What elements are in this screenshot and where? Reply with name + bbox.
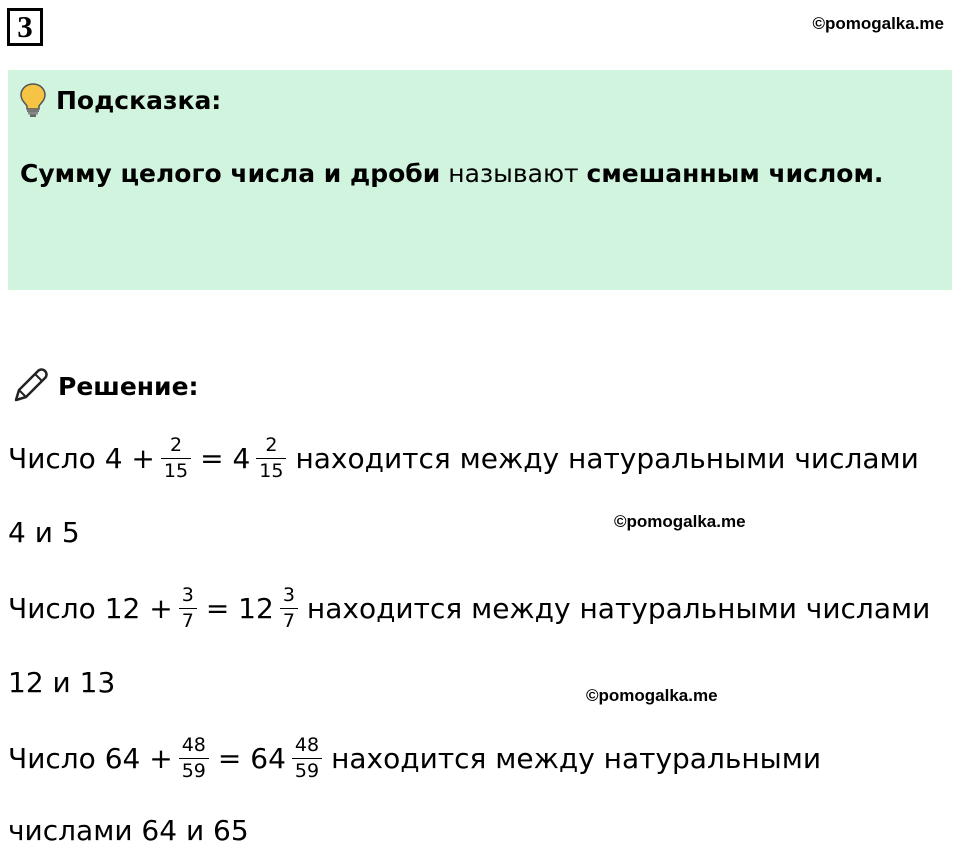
- line-text: числами 64 и 65: [8, 813, 249, 847]
- line-prefix: Число 12 +: [8, 591, 173, 625]
- hint-header: [18, 82, 221, 118]
- line-equals: = 64: [217, 741, 286, 775]
- line-suffix: находится между натуральными: [331, 741, 822, 775]
- hint-title: Подсказка:: [56, 85, 222, 115]
- fraction: [161, 434, 191, 483]
- fraction: [292, 734, 322, 783]
- denominator: 15: [161, 458, 191, 483]
- lightbulb-icon: [18, 82, 48, 118]
- numerator: 2: [265, 433, 278, 456]
- solution-title: Решение:: [58, 371, 199, 401]
- watermark-top: ©pomogalka.me: [812, 14, 944, 33]
- watermark-middle: ©pomogalka.me: [614, 512, 746, 531]
- solution-line-6: [8, 800, 249, 860]
- line-suffix: находится между натуральными числами: [306, 591, 931, 625]
- denominator: 7: [280, 608, 298, 633]
- numerator: 48: [294, 733, 320, 756]
- numerator: 2: [169, 433, 183, 456]
- hint-text: [20, 147, 900, 201]
- fraction: [179, 734, 209, 783]
- solution-line-5: [8, 728, 821, 788]
- line-equals: = 4: [200, 441, 251, 475]
- line-prefix: Число 4 +: [8, 441, 155, 475]
- denominator: 15: [256, 458, 286, 483]
- hint-bold-2: смешанным числом.: [586, 159, 884, 188]
- fraction: [280, 584, 298, 633]
- solution-line-4: [8, 652, 115, 712]
- solution-line-2: [8, 502, 80, 562]
- solution-line-3: [8, 578, 930, 638]
- line-prefix: Число 64 +: [8, 741, 173, 775]
- denominator: 7: [179, 608, 197, 633]
- hint-normal: называют: [448, 159, 579, 188]
- numerator: 3: [181, 583, 194, 606]
- line-text: 4 и 5: [8, 515, 80, 549]
- line-equals: = 12: [205, 591, 274, 625]
- watermark-bottom: ©pomogalka.me: [586, 686, 718, 705]
- solution-line-1: [8, 428, 919, 488]
- task-number: 3: [7, 8, 43, 46]
- fraction: [256, 434, 286, 483]
- line-text: 12 и 13: [8, 665, 116, 699]
- numerator: 3: [282, 583, 295, 606]
- solution-header: [10, 366, 199, 406]
- hint-bold-1: Сумму целого числа и дроби: [20, 159, 441, 188]
- denominator: 59: [179, 758, 209, 783]
- denominator: 59: [292, 758, 322, 783]
- pencil-icon: [10, 366, 50, 406]
- numerator: 48: [181, 733, 206, 756]
- fraction: [179, 584, 197, 633]
- line-suffix: находится между натуральными числами: [295, 441, 919, 475]
